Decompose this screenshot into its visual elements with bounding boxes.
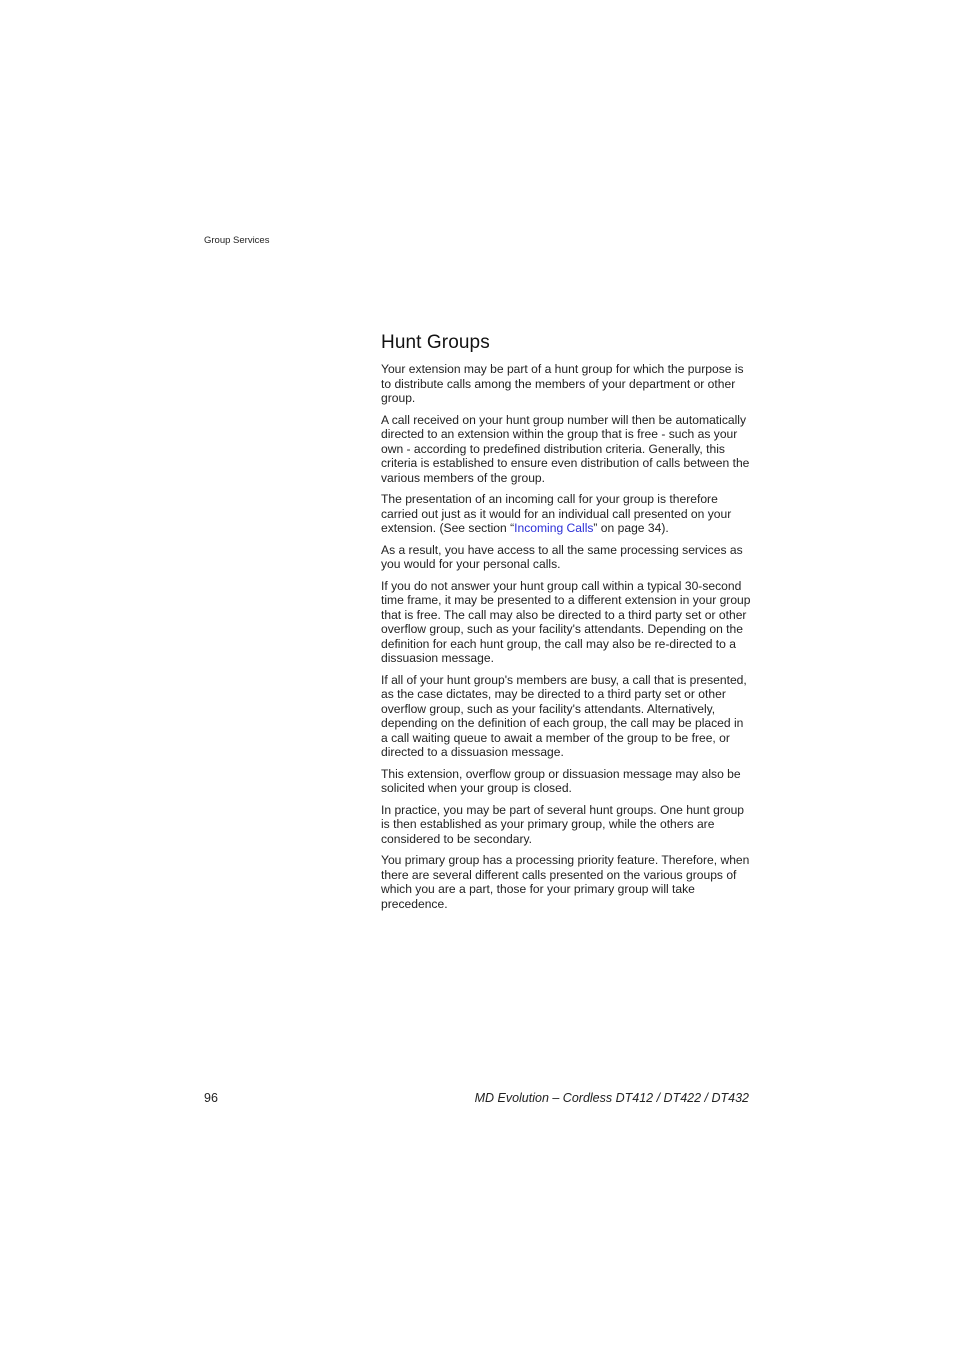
paragraph-2: A call received on your hunt group number will then be automatically directed to an extension within the group that is free - such as your own - according to predefined distribution criteria. Generally, this criteria is established to ensure even distribution of calls between the various members of the group. <box>381 412 750 485</box>
paragraph-3 <box>381 492 751 536</box>
running-header: Group Services <box>204 235 270 246</box>
main-content <box>381 332 751 918</box>
paragraph-3-after: ” on page 34). <box>593 521 669 535</box>
paragraph-5: If you do not answer your hunt group call within a typical 30-second time frame, it may be presented to a different extension in your group that is free. The call may also be directed to a third party set or other overflow group, such as your facility's attendants. Depending on the definition for each hunt group, the call may also be re-directed to a dissuasion message. <box>381 578 751 665</box>
paragraph-8: In practice, you may be part of several hunt groups. One hunt group is then established as your primary group, while the others are considered to be secondary. <box>381 802 745 846</box>
paragraph-4: As a result, you have access to all the same processing services as you would for your personal calls. <box>381 542 743 571</box>
incoming-calls-link[interactable]: Incoming Calls <box>514 521 594 535</box>
paragraph-3-before: The presentation of an incoming call for your group is therefore carried out just as it would for an individual call presented on your extension. (See section “ <box>381 492 732 535</box>
paragraph-1: Your extension may be part of a hunt group for which the purpose is to distribute calls among the members of your department or other group. <box>381 362 744 405</box>
paragraph-7: This extension, overflow group or dissuasion message may also be solicited when your group is closed. <box>381 766 741 795</box>
document-title: MD Evolution – Cordless DT412 / DT422 / DT432 <box>474 1091 749 1105</box>
page-title: Hunt Groups <box>381 332 490 353</box>
page-number: 96 <box>204 1091 218 1105</box>
paragraph-6: If all of your hunt group's members are busy, a call that is presented, as the case dictates, may be directed to a third party set or other overflow group, such as your facility's attendants. Alternatively, depending on the definition of each group, the call may be placed in a call waiting queue to await a member of the group to be free, or directed to a dissuasion message. <box>381 672 747 759</box>
paragraph-9: You primary group has a processing priority feature. Therefore, when there are several different calls presented on the various groups of which you are a part, those for your primary group will take precedence. <box>381 853 750 911</box>
